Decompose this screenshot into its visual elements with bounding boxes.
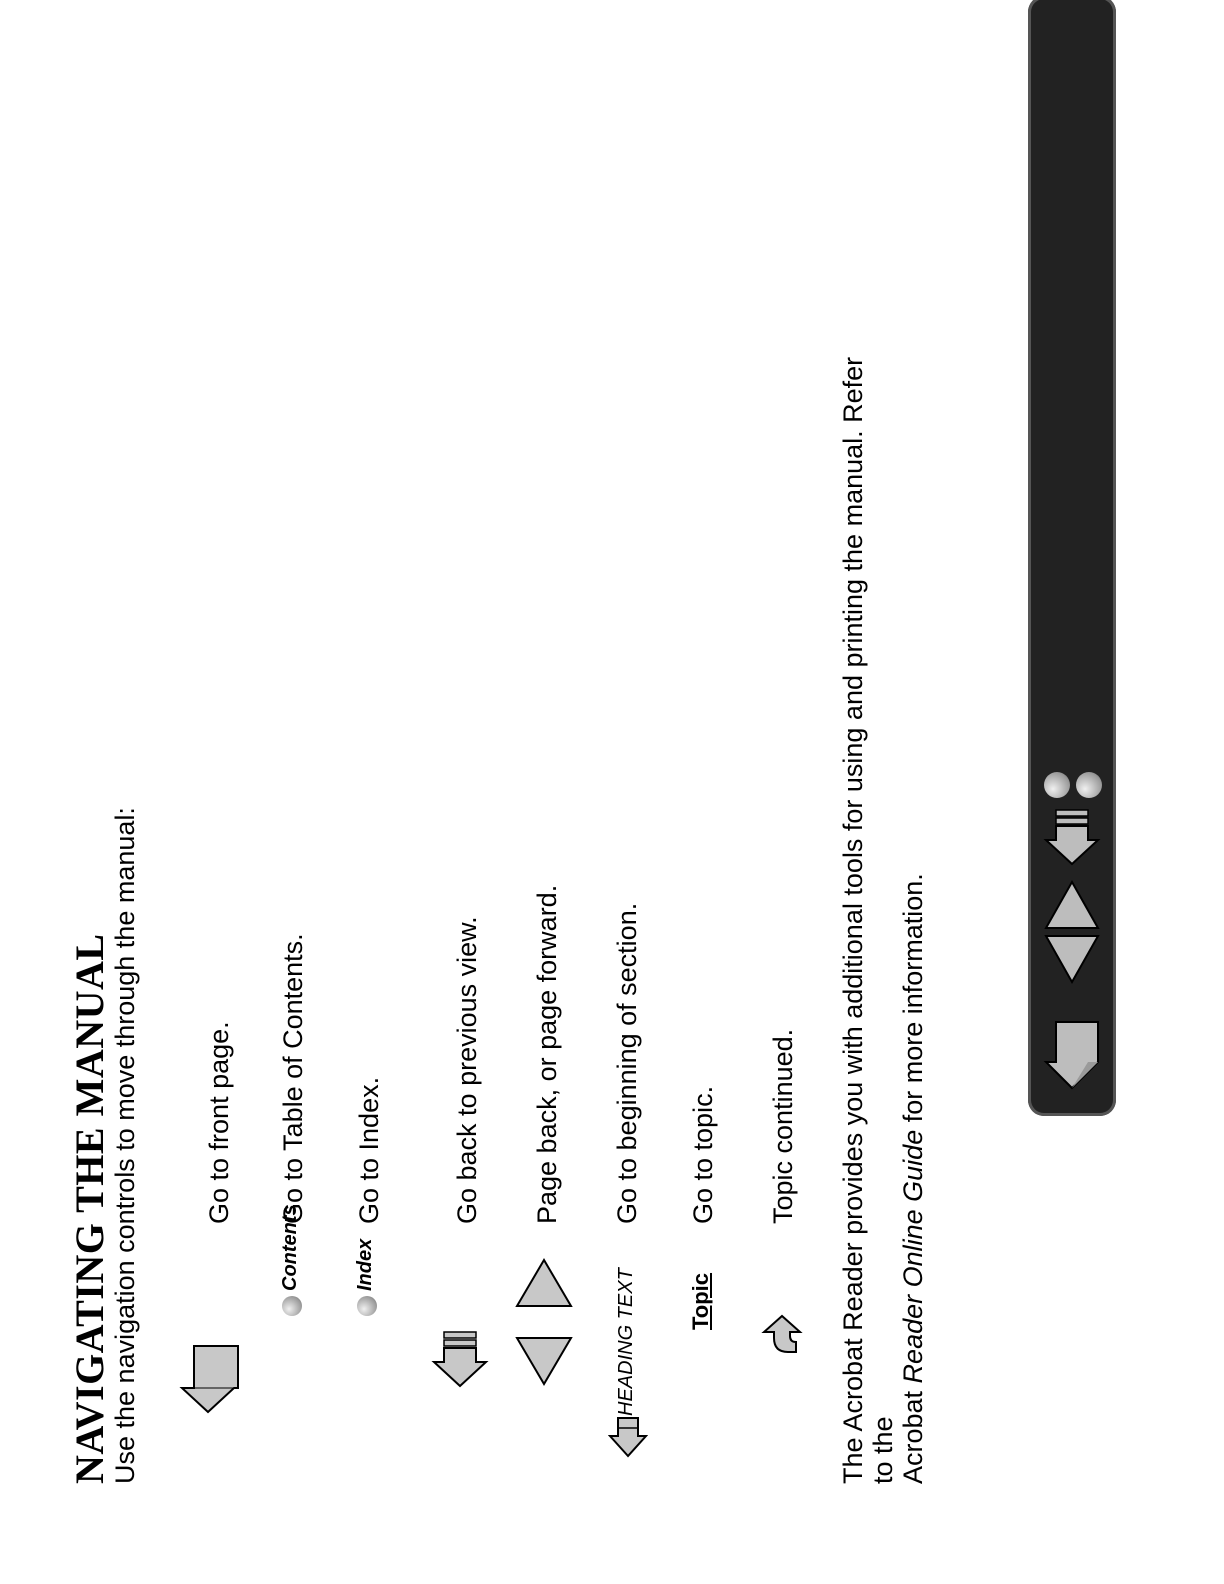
curved-continue-arrow-icon[interactable]	[748, 1312, 808, 1358]
page-title: NAVIGATING THE MANUAL	[67, 933, 112, 1484]
topic-label[interactable]: Topic	[688, 1272, 713, 1330]
topic-continued-desc: Topic continued.	[768, 1028, 798, 1224]
home-arrow-icon[interactable]	[178, 1344, 242, 1414]
front-page-desc: Go to front page.	[204, 1021, 234, 1224]
heading-desc: Go to beginning of section.	[612, 902, 642, 1224]
page-forward-triangle-icon[interactable]	[515, 1258, 573, 1308]
footer-line-2	[898, 334, 928, 1484]
heading-text-label[interactable]: HEADING TEXT	[615, 1268, 637, 1416]
footer-line-1: The Acrobat Reader provides you with additional tools for using and printing the manual. Refer to the	[838, 356, 898, 1484]
topic-desc: Go to topic.	[688, 1085, 718, 1224]
page-back-triangle-icon[interactable]	[515, 1336, 573, 1386]
contents-dot-icon[interactable]	[282, 1296, 302, 1316]
index-dot-icon[interactable]	[357, 1296, 377, 1316]
page-back-forward-desc: Page back, or page forward.	[532, 884, 562, 1224]
intro-text: Use the navigation controls to move through the manual:	[110, 807, 140, 1484]
index-desc: Go to Index.	[354, 1076, 384, 1224]
go-back-arrow-icon[interactable]	[430, 1328, 490, 1388]
index-label[interactable]: Index	[354, 1238, 376, 1291]
nav-page-forward-icon[interactable]	[1044, 880, 1100, 930]
nav-home-icon[interactable]	[1042, 1018, 1102, 1090]
footer-line-2-pre: Acrobat	[898, 1383, 928, 1484]
footer-paragraph	[838, 334, 928, 1484]
section-start-arrow-icon[interactable]	[608, 1414, 648, 1458]
go-back-desc: Go back to previous view.	[452, 916, 482, 1224]
footer-line-2-post: for more information.	[898, 873, 928, 1130]
navigation-bar	[1028, 0, 1116, 1116]
contents-desc: Go to Table of Contents.	[278, 933, 308, 1224]
contents-label[interactable]: Contents	[279, 1204, 301, 1291]
nav-index-dot-icon[interactable]	[1076, 772, 1102, 798]
online-guide-title: Reader Online Guide	[898, 1129, 928, 1384]
nav-go-back-icon[interactable]	[1042, 806, 1102, 866]
nav-page-back-icon[interactable]	[1044, 934, 1100, 984]
nav-contents-dot-icon[interactable]	[1044, 772, 1070, 798]
